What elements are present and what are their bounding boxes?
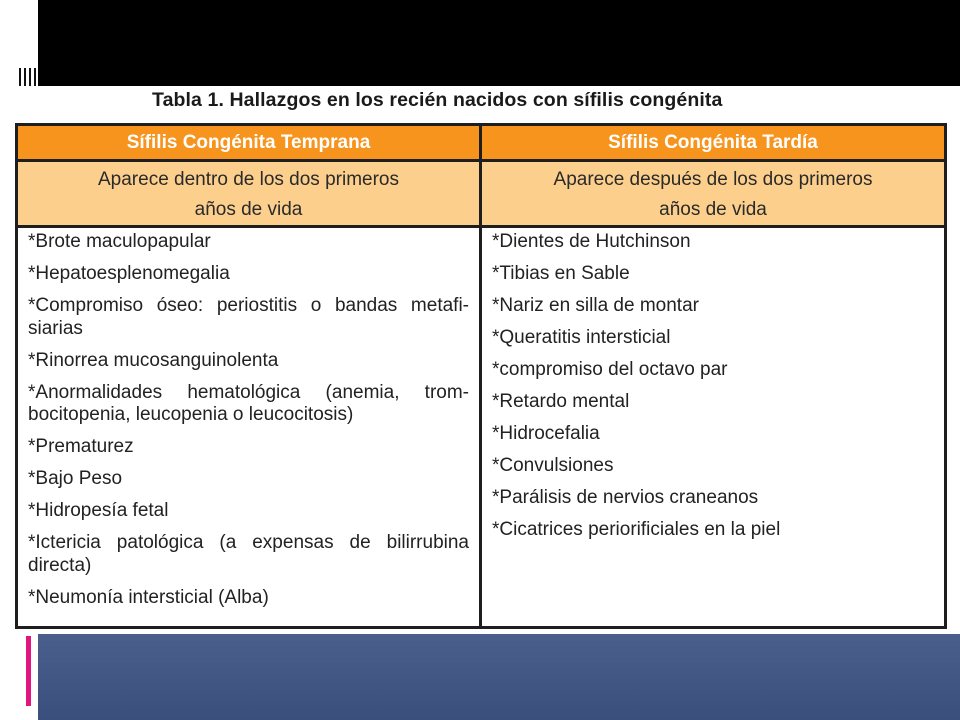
onset-late-line-2: años de vida (659, 199, 767, 220)
list-item: *Tibias en Sable (492, 263, 630, 284)
list-item: *Cicatrices periorificiales en la piel (492, 519, 781, 540)
list-item: *Compromiso óseo: periostitis o bandas metafi-siarias (28, 295, 469, 339)
findings-table (15, 123, 947, 629)
header-late: Sífilis Congénita Tardía (482, 126, 944, 159)
top-black-bar (38, 0, 960, 86)
list-item: *Parálisis de nervios craneanos (492, 487, 759, 508)
list-item: *Convulsiones (492, 455, 614, 476)
list-item: *Prematurez (28, 436, 134, 457)
list-item: *Dientes de Hutchinson (492, 231, 691, 252)
decorative-lines-icon (19, 68, 41, 86)
list-item: *Queratitis intersticial (492, 327, 671, 348)
list-item: *Hidropesía fetal (28, 500, 169, 521)
list-item: *Rinorrea mucosanguinolenta (28, 349, 279, 371)
onset-early-line-2: años de vida (194, 199, 303, 220)
onset-late (482, 162, 944, 225)
accent-bar (26, 636, 31, 706)
list-item: *Nariz en silla de montar (492, 295, 699, 316)
footer-band (38, 634, 960, 720)
list-item: *Brote maculopapular (28, 231, 211, 252)
table-title: Tabla 1. Hallazgos en los recién nacidos con sífilis congénita (152, 89, 723, 111)
list-item: *Ictericia patológica (a expensas de bilirrubina directa) (28, 532, 469, 576)
onset-early (18, 162, 479, 225)
list-item: *Retardo mental (492, 391, 630, 412)
header-early: Sífilis Congénita Temprana (18, 126, 479, 159)
list-item: *Hepatoesplenomegalia (28, 263, 230, 284)
list-item: *Hidrocefalia (492, 423, 600, 444)
findings-early-list (18, 228, 479, 626)
findings-late-list (482, 228, 944, 626)
onset-late-line-1: Aparece después de los dos primeros (553, 169, 873, 190)
onset-early-line-1: Aparece dentro de los dos primeros (98, 169, 399, 190)
list-item: *Anormalidades hematológica (anemia, trom-bocitopenia, leucopenia o leucocitosis) (28, 381, 469, 425)
list-item: *Neumonía intersticial (Alba) (28, 586, 269, 608)
list-item: *Bajo Peso (28, 468, 123, 489)
list-item: *compromiso del octavo par (492, 359, 728, 380)
